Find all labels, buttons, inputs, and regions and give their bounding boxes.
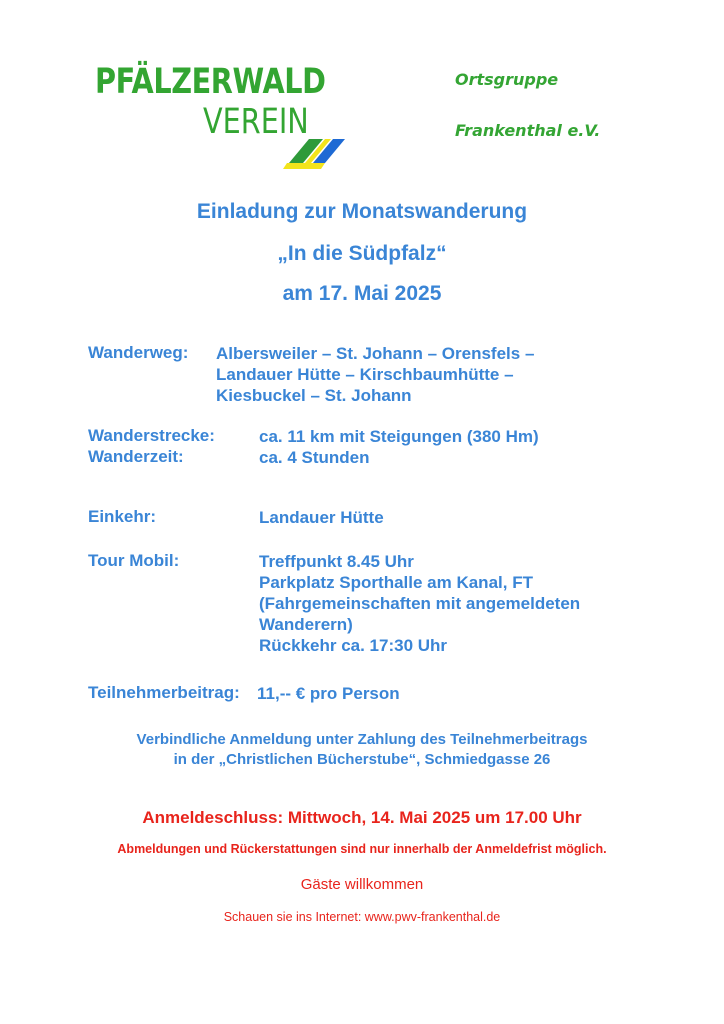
wanderstrecke-value: ca. 11 km mit Steigungen (380 Hm) xyxy=(259,427,539,446)
wanderzeit-value: ca. 4 Stunden xyxy=(259,448,370,467)
anmeldung-line2: in der „Christlichen Bücherstube“, Schmiedgasse 26 xyxy=(173,751,551,768)
wanderstrecke-label: Wanderstrecke: xyxy=(88,426,215,445)
guests-welcome: Gäste willkommen xyxy=(300,876,424,893)
beitrag-value: 11,-- € pro Person xyxy=(257,684,400,703)
wanderweg-line: Landauer Hütte – Kirschbaumhütte – xyxy=(216,365,514,384)
title-line2: „In die Südpfalz“ xyxy=(277,242,447,265)
logo-text-line2: VEREIN xyxy=(203,102,309,142)
deadline: Anmeldeschluss: Mittwoch, 14. Mai 2025 um 17.00 Uhr xyxy=(142,808,582,827)
tour-mobil-line: Treffpunkt 8.45 Uhr xyxy=(259,552,414,571)
refund-note: Abmeldungen und Rückerstattungen sind nur innerhalb der Anmeldefrist möglich. xyxy=(117,842,607,856)
wanderweg-values xyxy=(216,343,534,406)
tour-mobil-label: Tour Mobil: xyxy=(88,551,180,570)
wanderzeit-label: Wanderzeit: xyxy=(88,447,184,466)
logo-stripes-icon xyxy=(279,139,347,169)
org-line2: Frankenthal e.V. xyxy=(455,121,601,140)
pwv-logo xyxy=(95,62,355,172)
einkehr-value: Landauer Hütte xyxy=(259,508,384,527)
anmeldung-line1: Verbindliche Anmeldung unter Zahlung des Teilnehmerbeitrags xyxy=(136,731,588,748)
logo-text-line1: PFÄLZERWALD xyxy=(95,62,326,102)
org-line1: Ortsgruppe xyxy=(455,70,559,89)
title-line1: Einladung zur Monatswanderung xyxy=(196,200,528,223)
wanderweg-line: Kiesbuckel – St. Johann xyxy=(216,386,412,405)
tour-mobil-values xyxy=(259,551,580,656)
wanderweg-line: Albersweiler – St. Johann – Orensfels – xyxy=(216,344,535,363)
internet-note: Schauen sie ins Internet: www.pwv-frankenthal.de xyxy=(223,910,501,924)
einkehr-label: Einkehr: xyxy=(88,507,157,526)
beitrag-label: Teilnehmerbeitrag: xyxy=(88,683,240,702)
tour-mobil-line: Wanderern) xyxy=(259,615,353,634)
tour-mobil-line: (Fahrgemeinschaften mit angemeldeten xyxy=(259,594,581,613)
tour-mobil-line: Rückkehr ca. 17:30 Uhr xyxy=(259,636,448,655)
tour-mobil-line: Parkplatz Sporthalle am Kanal, FT xyxy=(259,573,533,592)
title-line3: am 17. Mai 2025 xyxy=(282,282,442,305)
wanderweg-label: Wanderweg: xyxy=(88,343,189,362)
